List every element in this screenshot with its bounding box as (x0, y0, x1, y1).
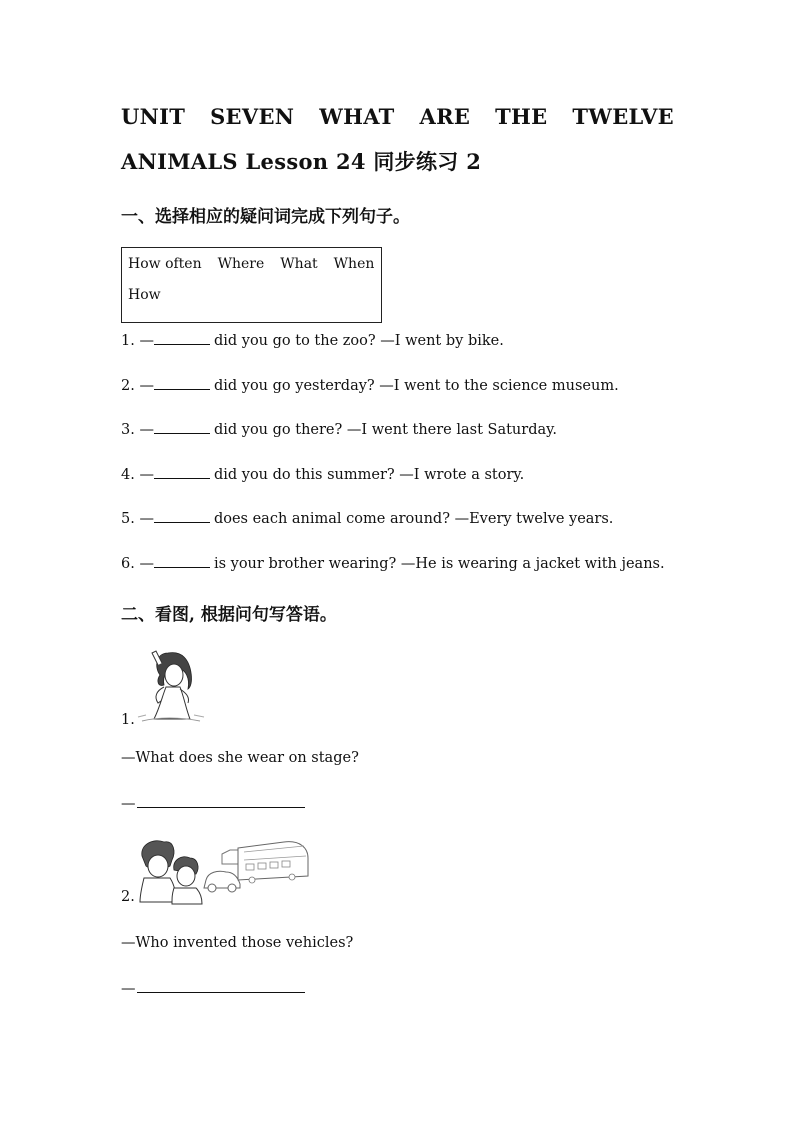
section-1-heading: 一、选择相应的疑问词完成下列句子。 (121, 207, 410, 227)
title-word: SEVEN (210, 104, 295, 129)
question-1 (121, 332, 504, 349)
question-5 (121, 510, 613, 527)
question-2 (121, 377, 619, 394)
word-bank-item: Where (217, 256, 265, 272)
word-bank-item: How (128, 287, 161, 303)
item-2-question: —Who invented those vehicles? (121, 935, 354, 951)
boys-and-vehicles-illustration (134, 836, 314, 906)
question-number: 6. — (121, 556, 154, 572)
section-2-heading: 二、看图, 根据问句写答语。 (121, 605, 337, 625)
fill-blank[interactable] (154, 332, 210, 345)
answer-blank[interactable] (137, 795, 305, 808)
question-3 (121, 421, 557, 438)
fill-blank[interactable] (154, 421, 210, 434)
question-text: does each animal come around? —Every twelve years. (213, 511, 614, 527)
question-number: 4. — (121, 467, 154, 483)
word-bank-row-1 (128, 256, 374, 272)
title-word: THE (495, 104, 548, 129)
item-1-question: —What does she wear on stage? (121, 750, 359, 766)
word-bank-item: What (280, 256, 318, 272)
title-line-1 (121, 104, 674, 129)
item-2-answer (121, 980, 305, 997)
title-word: TWELVE (572, 104, 674, 129)
question-6 (121, 555, 665, 572)
question-text: did you go to the zoo? —I went by bike. (213, 333, 504, 349)
answer-dash: — (121, 981, 136, 997)
answer-blank[interactable] (137, 980, 305, 993)
question-number: 1. — (121, 333, 154, 349)
singer-girl-illustration (134, 645, 206, 725)
item-1-answer (121, 795, 305, 812)
question-number: 3. — (121, 422, 154, 438)
question-text: did you go yesterday? —I went to the science museum. (213, 378, 619, 394)
title-word: ARE (419, 104, 471, 129)
question-text: did you go there? —I went there last Saturday. (213, 422, 558, 438)
title-line-2: ANIMALS Lesson 24 同步练习 2 (121, 149, 482, 174)
item-2-number: 2. (121, 889, 135, 905)
question-4 (121, 466, 524, 483)
question-text: is your brother wearing? —He is wearing a jacket with jeans. (213, 556, 665, 572)
title-word: UNIT (121, 104, 186, 129)
word-bank-item: When (333, 256, 375, 272)
word-bank-item: How often (128, 256, 202, 272)
question-text: did you do this summer? —I wrote a story. (213, 467, 525, 483)
fill-blank[interactable] (154, 466, 210, 479)
fill-blank[interactable] (154, 555, 210, 568)
question-number: 5. — (121, 511, 154, 527)
question-number: 2. — (121, 378, 154, 394)
fill-blank[interactable] (154, 510, 210, 523)
title-word: WHAT (319, 104, 395, 129)
answer-dash: — (121, 796, 136, 812)
fill-blank[interactable] (154, 377, 210, 390)
item-1-number: 1. (121, 712, 135, 728)
word-bank-box (121, 247, 382, 323)
